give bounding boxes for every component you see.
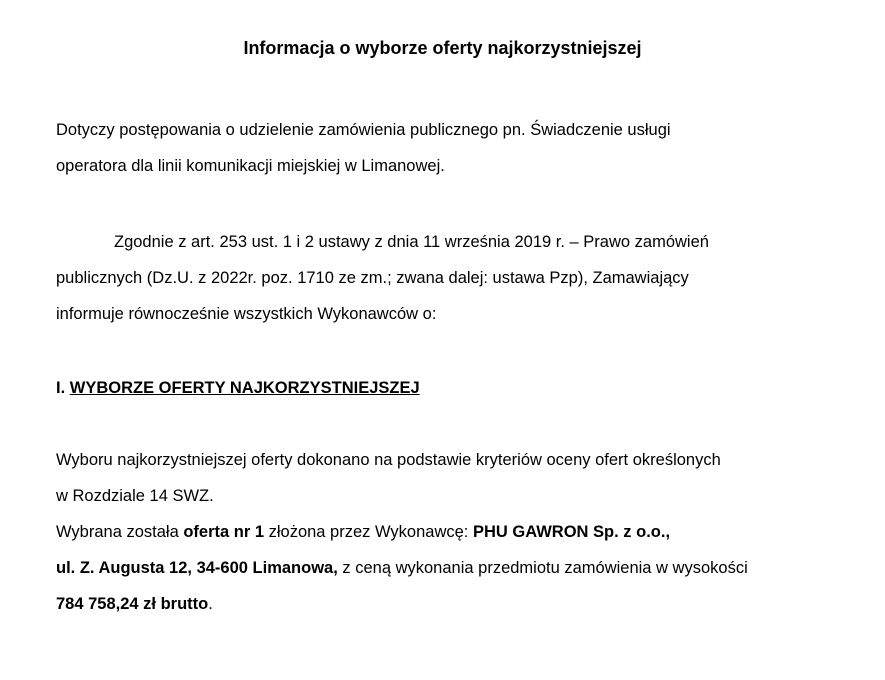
selection-line-3-a: Wybrana została [56,523,184,541]
selection-line-5 [56,586,836,622]
legal-basis-line-3: informuje równocześnie wszystkich Wykonawców o: [56,305,437,323]
intro-line-1: Dotyczy postępowania o udzielenie zamówienia publicznego pn. Świadczenie usługi [56,121,671,139]
section-heading [56,370,420,406]
section-heading-number: I. [56,379,70,397]
selection-line-1: Wyboru najkorzystniejszej oferty dokonano na podstawie kryteriów oceny ofert określonych [56,451,721,469]
selection-line-3 [56,514,836,550]
selection-line-2: w Rozdziale 14 SWZ. [56,487,214,505]
selection-line-4-b: z ceną wykonania przedmiotu zamówienia w wysokości [337,559,748,577]
contractor-name: PHU GAWRON Sp. z o.o., [472,523,671,541]
legal-basis-line-1 [56,224,836,260]
intro-paragraph [56,112,836,184]
legal-basis-paragraph [56,224,836,332]
section-heading-text: WYBORZE OFERTY NAJKORZYSTNIEJSZEJ [69,379,420,397]
offer-number: oferta nr 1 [183,523,265,541]
offer-price: 784 758,24 zł brutto [56,595,209,613]
selection-line-4 [56,550,836,586]
document-title: Informacja o wyborze oferty najkorzystniejszej [243,38,642,58]
selection-paragraph [56,442,836,622]
selection-line-5-b: . [208,595,213,613]
legal-basis-line-1-text: Zgodnie z art. 253 ust. 1 i 2 ustawy z dnia 11 września 2019 r. – Prawo zamówień [114,233,709,251]
contractor-address: ul. Z. Augusta 12, 34-600 Limanowa, [56,559,338,577]
legal-basis-line-2: publicznych (Dz.U. z 2022r. poz. 1710 ze zm.; zwana dalej: ustawa Pzp), Zamawiający [56,269,689,287]
selection-line-3-c: złożona przez Wykonawcę: [264,523,473,541]
intro-line-2: operatora dla linii komunikacji miejskiej w Limanowej. [56,157,445,175]
